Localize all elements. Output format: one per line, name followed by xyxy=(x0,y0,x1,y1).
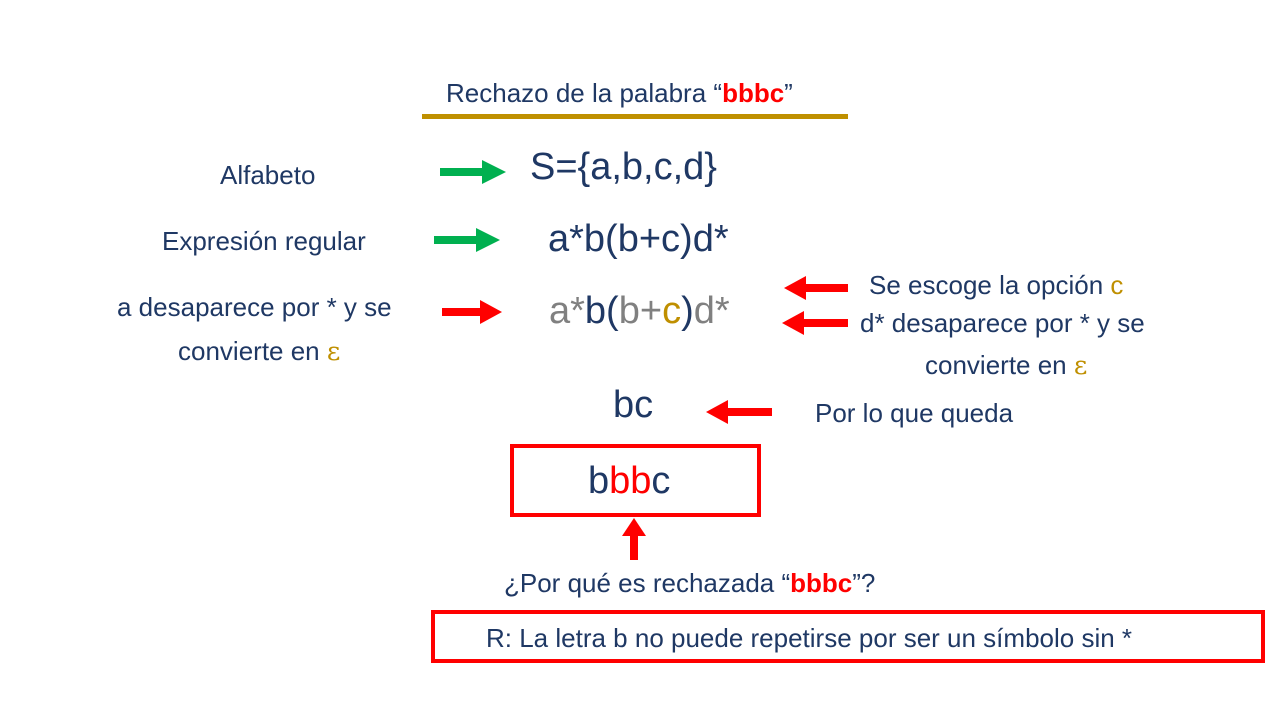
expr-part-a-star: a* xyxy=(549,290,585,332)
left-note-line2 xyxy=(178,336,340,367)
question-prefix: ¿Por qué es rechazada “ xyxy=(504,568,791,598)
right-note-2-line2 xyxy=(925,350,1087,381)
left-note-line1: a desaparece por * y se xyxy=(117,292,392,322)
expression-analysis xyxy=(549,290,730,333)
title-suffix: ” xyxy=(784,78,793,108)
page-title xyxy=(446,78,793,109)
word-box-text xyxy=(588,460,670,503)
title-word: bbbc xyxy=(722,78,785,108)
question xyxy=(504,568,875,599)
title-underline xyxy=(422,114,848,119)
word-first: b xyxy=(588,460,610,502)
expr-part-d-star: d* xyxy=(693,290,730,332)
green-arrow-icon xyxy=(434,228,500,252)
expresion-label: Expresión regular xyxy=(162,226,366,256)
epsilon-symbol: ε xyxy=(326,337,341,367)
title-prefix: Rechazo de la palabra “ xyxy=(446,78,723,108)
expr-part-b-paren: b( xyxy=(584,290,619,332)
expr-part-close-paren: ) xyxy=(681,290,694,332)
epsilon-symbol: ε xyxy=(1073,351,1088,381)
right-note-2-text: convierte en xyxy=(925,350,1074,380)
result-value: bc xyxy=(613,384,654,426)
alfabeto-value: S={a,b,c,d} xyxy=(530,146,717,188)
right-note-1-letter: c xyxy=(1110,270,1124,300)
result-note: Por lo que queda xyxy=(815,398,1014,428)
red-arrow-left-icon xyxy=(706,400,772,424)
expr-part-plus: + xyxy=(639,290,663,332)
expr-part-b: b xyxy=(618,290,640,332)
question-word: bbbc xyxy=(790,568,853,598)
right-note-1-text: Se escoge la opción xyxy=(869,270,1111,300)
alfabeto-label: Alfabeto xyxy=(220,160,316,190)
red-arrow-right-icon xyxy=(442,300,502,324)
answer-text: R: La letra b no puede repetirse por ser un símbolo sin * xyxy=(486,623,1133,653)
expr-part-c: c xyxy=(662,290,682,332)
green-arrow-icon xyxy=(440,160,506,184)
left-note-text: convierte en xyxy=(178,336,327,366)
question-suffix: ”? xyxy=(852,568,876,598)
right-note-2-line1: d* desaparece por * y se xyxy=(860,308,1145,338)
red-arrow-left-icon xyxy=(784,276,848,300)
red-arrow-left-icon xyxy=(782,311,848,335)
expresion-value: a*b(b+c)d* xyxy=(548,218,729,260)
word-last: c xyxy=(651,460,671,502)
red-arrow-up-icon xyxy=(622,518,646,560)
word-middle: bb xyxy=(609,460,652,502)
right-note-1 xyxy=(869,270,1123,301)
